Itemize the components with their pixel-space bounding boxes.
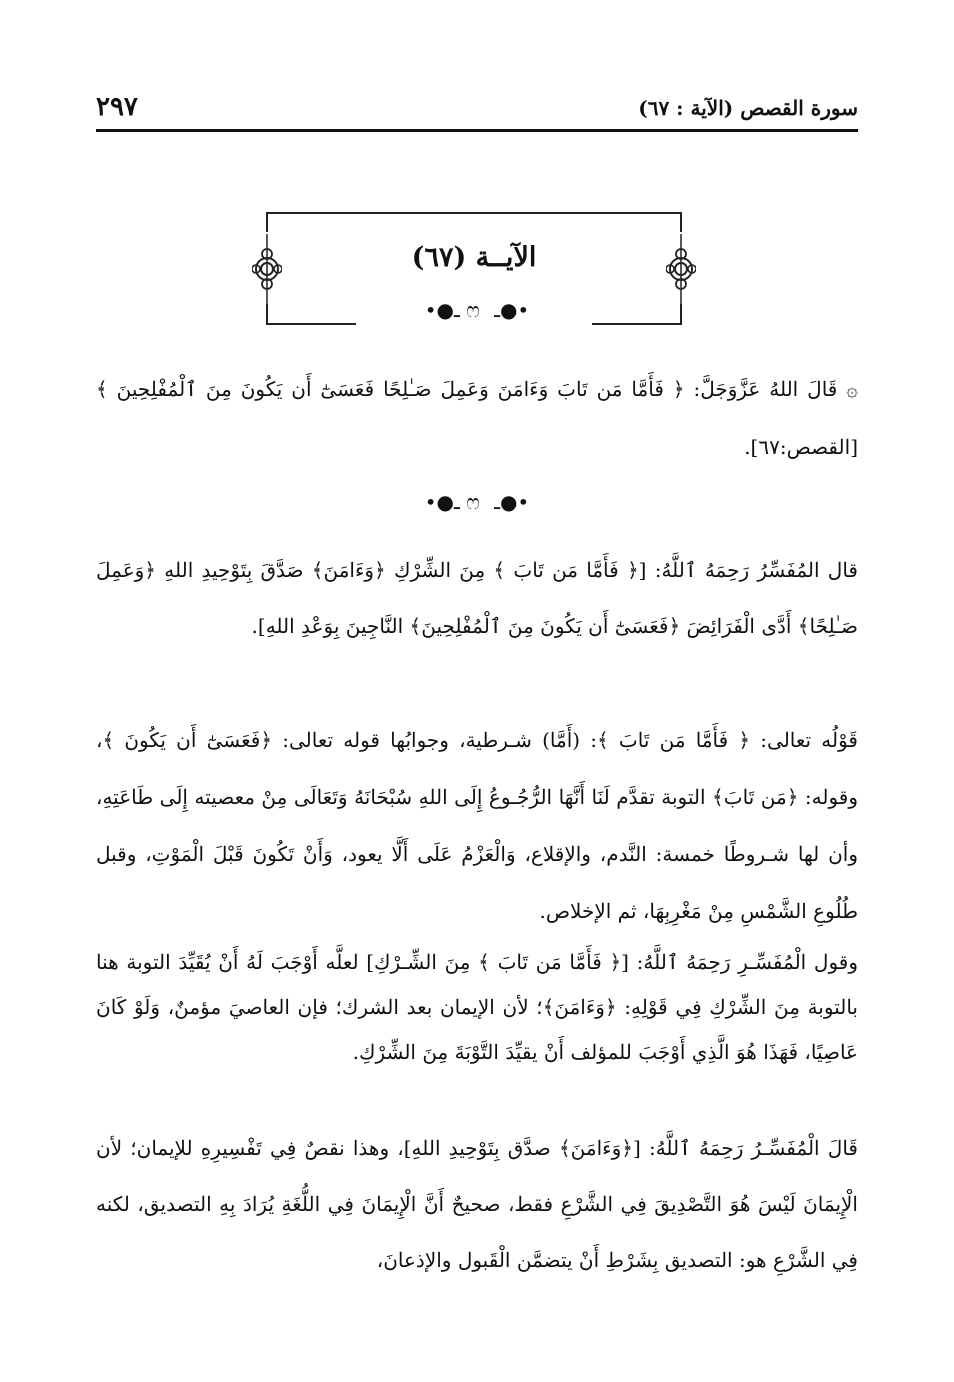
- quran-verse: ۞ قَالَ اللهُ عَزَّوَجَلَّ: ﴿ فَأَمَّا مَن تَابَ وَءَامَنَ وَعَمِلَ صَـٰلِحًا فَعَسَىٰٓ أَن يَكُونَ مِنَ ٱلْمُفْلِحِينَ ﴾ [القصص:٦٧].: [96, 377, 858, 459]
- frame-left-top-edge: [266, 212, 268, 232]
- frame-top-line: [266, 212, 682, 214]
- verse-heading: الآيــة (٦٧): [411, 242, 537, 273]
- frame-bottom-right-line: [592, 323, 682, 325]
- surah-title: سورة القصص (الآية : ٦٧): [638, 96, 858, 120]
- frame-bottom-left-line: [266, 323, 356, 325]
- divider-ornament: •●ـ ෆ ـ●•: [424, 490, 530, 514]
- paragraph: قال المُفَسِّرُ رَحِمَهُ ٱللَّهُ: [﴿ فَأَمَّا مَن تَابَ ﴾ مِنَ الشِّرْكِ ﴿وَءَامَنَ﴾ صَدَّقَ بِتَوْحِيدِ اللهِ ﴿وَعَمِلَ صَـٰلِحًا﴾ أَدَّى الْفَرَائِضَ ﴿فَعَسَىٰٓ أَن يَكُونَ مِنَ ٱلْمُفْلِحِينَ﴾ النَّاجِينَ بِوَعْدِ اللهِ].: [96, 558, 858, 638]
- page-header: [96, 92, 858, 132]
- paragraph: قَالَ الْمُفَسِّـرُ رَحِمَهُ ٱللَّهُ: [﴿وَءَامَنَ﴾ صدَّق بِتَوْحِيدِ اللهِ]، وهذا نقصٌ فِي تَفْسِيرِهِ للإيمان؛ لأن الْإِيمَانَ لَيْسَ هُوَ التَّصْدِيقَ فِي الشَّرْعِ فقط، صحيحٌ أَنَّ الْإِيمَانَ فِي اللُّغَةِ يُرَادَ بِهِ التصديق، لكنه فِي الشَّرْعِ هو: التصديق بِشَرْطِ أَنْ يتضمَّن الْقَبول والإذعانَ،: [96, 1136, 858, 1272]
- frame-right-top-edge: [680, 212, 682, 232]
- divider-ornament: •●ـ ෆ ـ●•: [424, 298, 530, 322]
- paragraph: قَوْلُه تعالى: ﴿ فَأَمَّا مَن تَابَ ﴾: (أَمَّا) شـرطية، وجوابُها قوله تعالى: ﴿فَعَسَىٰٓ أَن يَكُونَ ﴾، وقوله: ﴿مَن تَابَ﴾ التوبة تقدَّم لَنَا أَنَّهَا الرُّجُـوعُ إِلَى اللهِ سُبْحَانَهُ وَتَعَالَى مِنْ معصيته إِلَى طَاعَتِهِ، وأن لها شـروطًا خمسة: النَّدم، والإقلاع، وَالْعَزْمُ عَلَى أَلَّا يعود، وَأَنْ تَكُونَ قَبْلَ الْمَوْتِ، وقبل طُلُوعِ الشَّمْسِ مِنْ مَغْرِبِهَا، ثم الإخلاص.: [96, 728, 858, 923]
- paragraph: وقول الْمُفَسِّـرِ رَحِمَهُ ٱللَّهُ: [﴿ فَأَمَّا مَن تَابَ ﴾ مِنَ الشِّـرْكِ] لعلَّه أَوْجَبَ لَهُ أَنْ يُقَيِّدَ التوبة هنا بالتوبة مِنَ الشِّرْكِ فِي قَوْلِهِ: ﴿وَءَامَنَ﴾؛ لأن الإيمان بعد الشرك؛ فإن العاصيَ مؤمنٌ، وَلَوْ كَانَ عَاصِيًا، فَهَذَا هُوَ الَّذِي أَوْجَبَ للمؤلف أَنْ يقيِّدَ التَّوْبَةَ مِنَ الشِّرْكِ.: [96, 950, 858, 1064]
- header-rule: [96, 129, 858, 132]
- page-number: ٢٩٧: [96, 92, 138, 122]
